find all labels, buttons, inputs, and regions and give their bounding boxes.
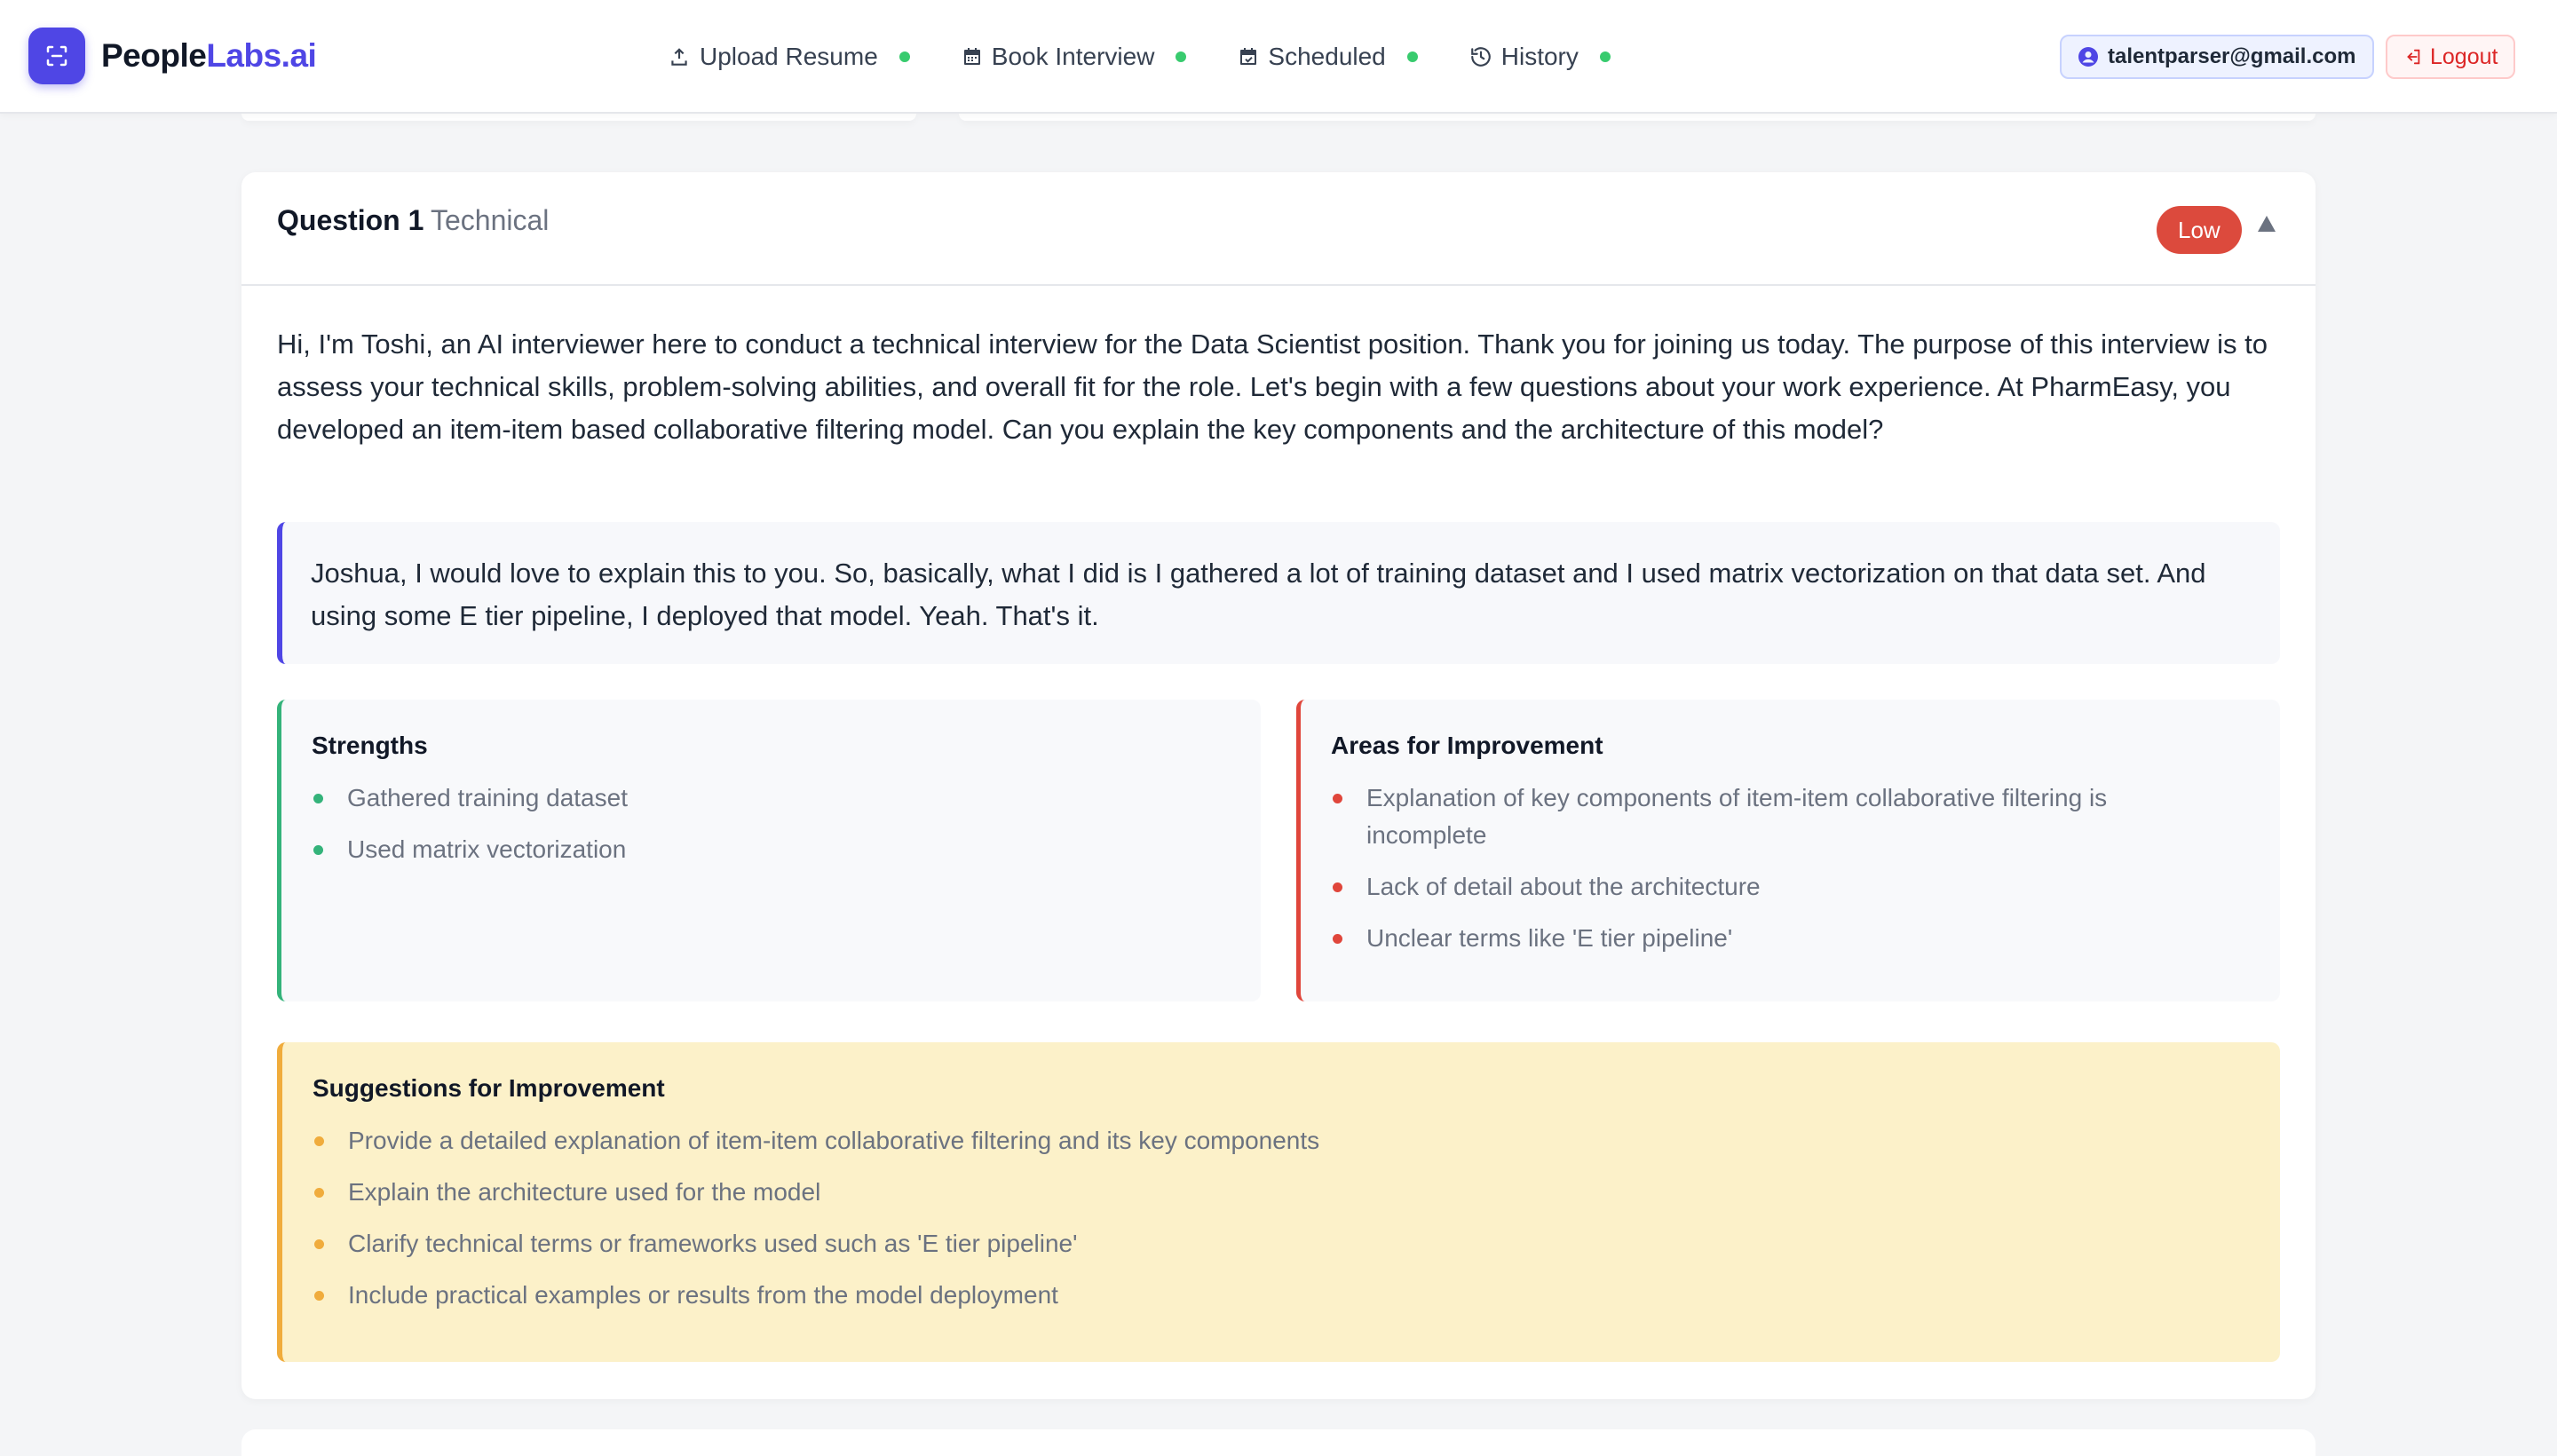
list-item-text: Provide a detailed explanation of item-item collaborative filtering and its key components [348, 1127, 1320, 1154]
top-navbar [0, 0, 2557, 114]
next-question-card-edge [241, 1429, 2316, 1456]
bullet-dot [314, 1188, 324, 1198]
logout-button[interactable] [2386, 35, 2515, 79]
user-email-chip[interactable] [2060, 35, 2374, 79]
strengths-list [312, 779, 1231, 868]
scan-icon [28, 28, 85, 84]
nav-label: Book Interview [991, 43, 1155, 70]
logout-label: Logout [2430, 44, 2498, 69]
suggestions-title: Suggestions for Improvement [313, 1074, 665, 1102]
list-item [1331, 779, 2183, 854]
suggestions-panel [277, 1042, 2280, 1362]
nav-scheduled[interactable] [1238, 43, 1417, 71]
calendar-icon [962, 46, 983, 67]
collapse-arrow-icon[interactable] [2257, 215, 2276, 233]
improvements-list [1331, 779, 2250, 957]
list-item-text: Include practical examples or results from the model deployment [348, 1281, 1058, 1309]
calendar-check-icon [1238, 46, 1259, 67]
bullet-dot [1333, 934, 1342, 944]
list-item [312, 779, 1231, 817]
list-item-text: Used matrix vectorization [347, 835, 627, 863]
nav-label: Scheduled [1268, 43, 1386, 70]
answer-text: Joshua, I would love to explain this to you. So, basically, what I did is I gathered a lot of training dataset and I used matrix vectorization on that data set. And using some E tier pipeline, I deployed that model. Yeah. That's it. [311, 558, 2206, 631]
list-item-text: Explain the architecture used for the model [348, 1178, 821, 1206]
brand-name-part2: Labs.ai [206, 37, 317, 74]
question-card-header[interactable] [241, 172, 2316, 286]
nav-label: History [1500, 43, 1579, 70]
list-item [312, 831, 1231, 868]
nav-links [668, 36, 1662, 78]
bullet-dot [1333, 882, 1342, 892]
candidate-answer [277, 522, 2280, 664]
list-item [1331, 868, 2183, 906]
question-title: Question 1 [277, 204, 424, 236]
list-item-text: Lack of detail about the architecture [1366, 873, 1761, 900]
list-item-text: Explanation of key components of item-item collaborative filtering is incomplete [1366, 784, 2108, 849]
list-item-text: Unclear terms like 'E tier pipeline' [1366, 924, 1733, 952]
score-level-badge: Low [2157, 206, 2242, 254]
list-item [313, 1122, 2250, 1159]
user-email: talentparser@gmail.com [2108, 44, 2356, 68]
brand-name [101, 37, 316, 75]
bullet-dot [314, 1239, 324, 1249]
list-item [313, 1225, 2250, 1262]
nav-label: Upload Resume [700, 43, 878, 70]
nav-upload-resume[interactable] [668, 43, 910, 71]
status-dot [1407, 51, 1418, 62]
status-dot [899, 51, 910, 62]
previous-card-edge [959, 114, 2316, 121]
question-card [241, 172, 2316, 1399]
status-dot [1176, 51, 1186, 62]
suggestions-list [313, 1122, 2250, 1314]
bullet-dot [313, 845, 323, 855]
bullet-dot [1333, 794, 1342, 803]
list-item [313, 1277, 2250, 1314]
upload-icon [668, 45, 691, 68]
list-item [1331, 920, 2183, 957]
list-item [313, 1174, 2250, 1211]
question-text: Hi, I'm Toshi, an AI interviewer here to conduct a technical interview for the Data Scientist position. Thank you for joining us today. The purpose of this interview is to assess your technical skills, problem-solving abilities, and overall fit for the role. Let's begin with a few questions about your work experience. At PharmEasy, you developed an item-item based collaborative filtering model. Can you explain the key components and the architecture of this model? [277, 328, 2268, 445]
previous-card-edge [241, 114, 916, 121]
nav-history[interactable] [1469, 43, 1611, 71]
strengths-title: Strengths [312, 732, 428, 759]
brand-name-part1: People [101, 37, 207, 74]
status-dot [1600, 51, 1611, 62]
user-circle-icon [2078, 46, 2099, 67]
bullet-dot [313, 794, 323, 803]
improvements-title: Areas for Improvement [1331, 732, 1603, 759]
logout-icon [2403, 47, 2423, 67]
history-icon [1469, 45, 1492, 68]
improvements-panel [1296, 700, 2280, 1001]
list-item-text: Gathered training dataset [347, 784, 628, 811]
bullet-dot [314, 1136, 324, 1146]
nav-book-interview[interactable] [962, 43, 1187, 71]
list-item-text: Clarify technical terms or frameworks used such as 'E tier pipeline' [348, 1230, 1078, 1257]
strengths-panel [277, 700, 1261, 1001]
brand[interactable] [28, 28, 316, 84]
question-type: Technical [431, 204, 550, 236]
bullet-dot [314, 1291, 324, 1301]
